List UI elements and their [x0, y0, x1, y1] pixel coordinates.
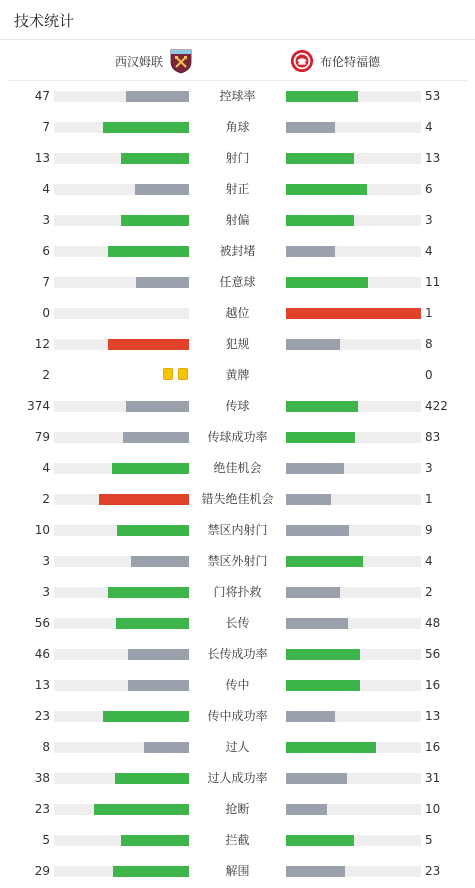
west-ham-crest-icon [169, 48, 193, 74]
home-stat-bar-track [54, 587, 189, 598]
brentford-crest-icon [290, 48, 314, 74]
away-stat-bar-fill [286, 122, 335, 133]
home-stat-bar-fill [116, 618, 189, 629]
home-stat-bar-track [54, 339, 189, 350]
stat-row [0, 763, 475, 794]
stat-label: 控球率 [219, 89, 256, 103]
home-team-header[interactable] [115, 47, 193, 75]
away-stat-bar-track [286, 184, 421, 195]
away-stat-value: 422 [425, 399, 448, 413]
stat-label: 传中成功率 [207, 709, 268, 723]
home-stat-bar-fill [126, 91, 189, 102]
stat-row [0, 856, 475, 887]
home-stat-value: 38 [34, 771, 50, 785]
stat-label: 长传 [225, 616, 250, 630]
home-stat-bar-track [54, 153, 189, 164]
stat-row [0, 267, 475, 298]
home-stat-value: 6 [42, 244, 50, 258]
home-stat-bar-fill [94, 804, 189, 815]
away-stat-bar-fill [286, 804, 327, 815]
home-stat-bar-track [54, 618, 189, 629]
away-stat-bar-fill [286, 184, 367, 195]
stat-row [0, 143, 475, 174]
away-stat-bar-fill [286, 91, 358, 102]
away-stat-bar-track [286, 308, 421, 319]
stat-label: 错失绝佳机会 [201, 492, 274, 506]
stat-label: 传球成功率 [207, 430, 268, 444]
stat-label: 门将扑救 [213, 585, 262, 599]
away-stat-bar-track [286, 804, 421, 815]
stat-label: 禁区内射门 [207, 523, 268, 537]
away-stat-bar-track [286, 587, 421, 598]
away-stat-bar-fill [286, 742, 376, 753]
away-stat-bar-track [286, 556, 421, 567]
home-stat-bar-track [54, 494, 189, 505]
stat-label: 解围 [225, 864, 250, 878]
stat-row [0, 298, 475, 329]
away-team-header[interactable] [290, 47, 380, 75]
home-stat-value: 47 [34, 89, 50, 103]
home-stat-value: 12 [34, 337, 50, 351]
away-stat-value: 4 [425, 554, 433, 568]
away-stat-bar-track [286, 773, 421, 784]
away-stat-bar-fill [286, 866, 345, 877]
away-stat-value: 16 [425, 678, 441, 692]
home-stat-value: 4 [42, 182, 50, 196]
home-stat-value: 7 [42, 120, 50, 134]
home-stat-value: 13 [34, 151, 50, 165]
home-stat-bar-track [54, 432, 189, 443]
stat-label: 被封堵 [219, 244, 256, 258]
title-divider [0, 39, 475, 40]
away-stat-bar-track [286, 680, 421, 691]
away-stat-bar-fill [286, 463, 344, 474]
home-stat-value: 23 [34, 709, 50, 723]
home-stat-bar-fill [144, 742, 189, 753]
away-stat-bar-fill [286, 277, 368, 288]
away-stat-value: 1 [425, 306, 433, 320]
home-stat-bar-track [54, 866, 189, 877]
home-stat-value: 8 [42, 740, 50, 754]
home-stat-value: 13 [34, 678, 50, 692]
away-stat-value: 4 [425, 244, 433, 258]
stat-label: 传球 [225, 399, 250, 413]
away-stat-value: 6 [425, 182, 433, 196]
away-stat-value: 1 [425, 492, 433, 506]
stat-row [0, 825, 475, 856]
home-stat-value: 5 [42, 833, 50, 847]
home-stat-bar-fill [136, 277, 189, 288]
stat-label: 射偏 [225, 213, 250, 227]
stat-row [0, 174, 475, 205]
away-stat-bar-fill [286, 587, 340, 598]
home-stat-value: 10 [34, 523, 50, 537]
home-stat-bar-track [54, 649, 189, 660]
away-stat-bar-track [286, 401, 421, 412]
away-stat-value: 10 [425, 802, 441, 816]
stat-row [0, 422, 475, 453]
away-stat-value: 13 [425, 709, 441, 723]
away-stat-value: 9 [425, 523, 433, 537]
stat-label: 黄牌 [225, 368, 250, 382]
home-stat-bar-fill [113, 866, 189, 877]
home-team-name: 西汉姆联 [114, 54, 163, 69]
stat-label: 任意球 [219, 275, 256, 289]
stat-label: 抢断 [225, 802, 250, 816]
away-stat-bar-fill [286, 835, 354, 846]
stat-row [0, 360, 475, 391]
home-stat-bar-track [54, 742, 189, 753]
stat-label: 长传成功率 [207, 647, 268, 661]
stat-row [0, 670, 475, 701]
home-stat-bar-fill [108, 339, 189, 350]
away-stat-bar-fill [286, 556, 363, 567]
page-title: 技术统计 [14, 12, 75, 30]
away-stat-value: 4 [425, 120, 433, 134]
home-stat-bar-track [54, 711, 189, 722]
away-stat-bar-track [286, 835, 421, 846]
home-stat-bar-track [54, 401, 189, 412]
stat-row [0, 236, 475, 267]
stat-row [0, 112, 475, 143]
away-stat-value: 5 [425, 833, 433, 847]
stat-label: 传中 [225, 678, 250, 692]
away-stat-bar-track [286, 494, 421, 505]
away-stat-value: 3 [425, 213, 433, 227]
home-stat-value: 374 [27, 399, 50, 413]
away-stat-bar-fill [286, 308, 421, 319]
home-stat-bar-track [54, 556, 189, 567]
home-stat-value: 2 [42, 492, 50, 506]
home-stat-bar-track [54, 246, 189, 257]
home-stat-bar-track [54, 184, 189, 195]
away-stat-bar-fill [286, 649, 360, 660]
home-stat-bar-track [54, 835, 189, 846]
home-stat-bar-fill [103, 711, 189, 722]
home-stat-bar-track [54, 122, 189, 133]
yellow-card-icon [178, 368, 188, 380]
home-stat-bar-fill [121, 153, 189, 164]
stat-label: 拦截 [225, 833, 250, 847]
stat-label: 过人成功率 [207, 771, 268, 785]
away-stat-bar-track [286, 525, 421, 536]
home-stat-value: 3 [42, 585, 50, 599]
away-team-name: 布伦特福德 [320, 54, 381, 69]
away-stat-bar-fill [286, 339, 340, 350]
home-stat-bar-fill [115, 773, 189, 784]
stat-row [0, 391, 475, 422]
home-stat-bar-fill [112, 463, 189, 474]
home-stat-value: 7 [42, 275, 50, 289]
away-stat-bar-track [286, 153, 421, 164]
stat-row [0, 732, 475, 763]
away-stat-bar-fill [286, 246, 335, 257]
away-stat-bar-fill [286, 401, 358, 412]
home-stat-bar-fill [117, 525, 189, 536]
away-stat-bar-track [286, 742, 421, 753]
home-stat-bar-track [54, 308, 189, 319]
away-stat-bar-track [286, 91, 421, 102]
away-stat-bar-track [286, 432, 421, 443]
stat-label: 越位 [225, 306, 250, 320]
away-stat-bar-track [286, 649, 421, 660]
home-stat-value: 46 [34, 647, 50, 661]
away-stat-bar-fill [286, 618, 348, 629]
away-stat-bar-track [286, 122, 421, 133]
home-stat-value: 4 [42, 461, 50, 475]
stat-row [0, 329, 475, 360]
away-stat-value: 2 [425, 585, 433, 599]
stats-list [0, 81, 475, 887]
away-stat-value: 53 [425, 89, 441, 103]
home-stat-bar-fill [99, 494, 189, 505]
away-stat-value: 13 [425, 151, 441, 165]
yellow-card-icon [163, 368, 173, 380]
home-stat-value: 56 [34, 616, 50, 630]
stat-row [0, 515, 475, 546]
away-stat-bar-track [286, 277, 421, 288]
home-stat-bar-track [54, 215, 189, 226]
stat-label: 角球 [225, 120, 250, 134]
home-stat-bar-fill [108, 587, 189, 598]
home-stat-value: 3 [42, 554, 50, 568]
stat-row [0, 484, 475, 515]
stat-row [0, 546, 475, 577]
away-stat-value: 56 [425, 647, 441, 661]
home-stat-value: 29 [34, 864, 50, 878]
home-stat-value: 23 [34, 802, 50, 816]
away-stat-bar-track [286, 339, 421, 350]
home-stat-bar-track [54, 91, 189, 102]
home-stat-bar-fill [103, 122, 189, 133]
away-stat-bar-track [286, 463, 421, 474]
home-stat-bar-track [54, 804, 189, 815]
home-stat-bar-track [54, 680, 189, 691]
away-stat-value: 8 [425, 337, 433, 351]
home-stat-value: 3 [42, 213, 50, 227]
stat-row [0, 608, 475, 639]
away-stat-value: 31 [425, 771, 441, 785]
away-stat-value: 23 [425, 864, 441, 878]
home-stat-bar-fill [121, 835, 189, 846]
home-stat-bar-fill [123, 432, 189, 443]
away-stat-bar-fill [286, 525, 349, 536]
stat-row [0, 701, 475, 732]
away-stat-bar-track [286, 711, 421, 722]
stat-row [0, 453, 475, 484]
home-stat-bar-fill [135, 184, 189, 195]
away-stat-value: 11 [425, 275, 441, 289]
away-stat-value: 0 [425, 368, 433, 382]
stat-row [0, 81, 475, 112]
away-stat-bar-fill [286, 773, 347, 784]
stat-label: 射门 [225, 151, 250, 165]
home-stat-bar-fill [128, 680, 189, 691]
away-stat-bar-fill [286, 153, 354, 164]
stat-label: 禁区外射门 [207, 554, 268, 568]
away-stat-bar-fill [286, 494, 331, 505]
stat-label: 绝佳机会 [213, 461, 262, 475]
home-stat-value: 0 [42, 306, 50, 320]
away-stat-bar-track [286, 246, 421, 257]
home-stat-bar-track [54, 525, 189, 536]
away-stat-bar-fill [286, 215, 354, 226]
stat-row [0, 794, 475, 825]
home-stat-bar-fill [126, 401, 189, 412]
home-stat-bar-fill [131, 556, 189, 567]
away-stat-value: 3 [425, 461, 433, 475]
away-stat-value: 16 [425, 740, 441, 754]
home-stat-bar-track [54, 277, 189, 288]
away-stat-bar-track [286, 866, 421, 877]
stat-row [0, 205, 475, 236]
away-stat-bar-fill [286, 432, 355, 443]
stat-label: 射正 [225, 182, 250, 196]
stat-row [0, 577, 475, 608]
away-stat-value: 83 [425, 430, 441, 444]
home-stat-bar-track [54, 463, 189, 474]
home-stat-value: 2 [42, 368, 50, 382]
stat-label: 过人 [225, 740, 250, 754]
away-stat-bar-fill [286, 711, 335, 722]
stat-label: 犯规 [225, 337, 250, 351]
home-stat-bar-fill [128, 649, 189, 660]
home-yellow-cards [158, 368, 188, 380]
away-stat-bar-track [286, 215, 421, 226]
home-stat-bar-track [54, 773, 189, 784]
away-stat-value: 48 [425, 616, 441, 630]
home-stat-value: 79 [34, 430, 50, 444]
home-stat-bar-fill [108, 246, 189, 257]
home-stat-bar-fill [121, 215, 189, 226]
stat-row [0, 639, 475, 670]
away-stat-bar-track [286, 618, 421, 629]
away-stat-bar-fill [286, 680, 360, 691]
